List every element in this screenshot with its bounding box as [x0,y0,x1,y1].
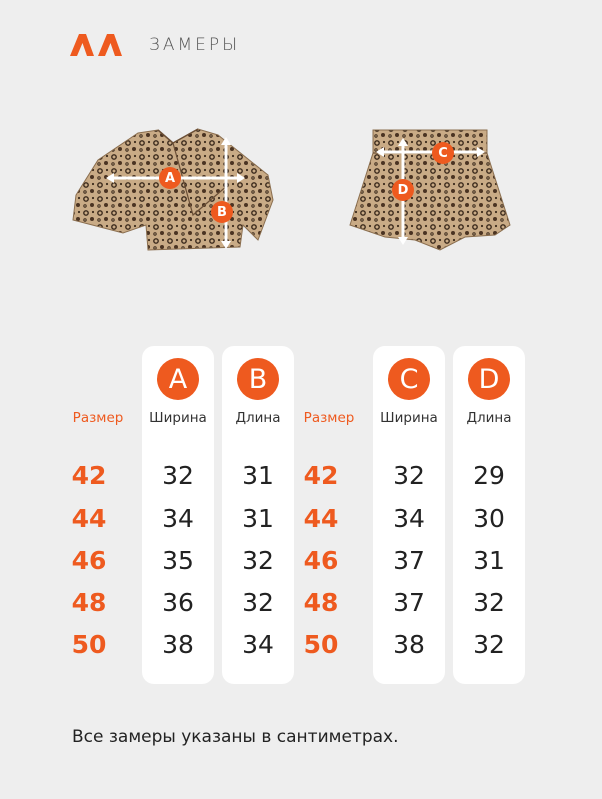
badge-a: A [157,358,199,400]
table-cell-size: 48 [71,588,107,617]
top-garment-image [68,125,278,255]
table-cell-size: 44 [71,504,107,533]
table-cell-b: 32 [242,588,274,617]
table-cell-size: 44 [303,504,339,533]
header [70,30,240,60]
table-cell-c: 32 [393,461,425,490]
footnote-text: Все замеры указаны в сантиметрах. [72,727,399,747]
marker-a: A [159,167,181,189]
marker-d: D [392,179,414,201]
table-cell-d: 31 [473,546,505,575]
table-cell-size: 48 [303,588,339,617]
table-cell-size: 46 [71,546,107,575]
table-cell-b: 32 [242,546,274,575]
width-header-c: Ширина [380,410,438,426]
badge-b: B [237,358,279,400]
marker-c: C [432,142,454,164]
table-cell-b: 31 [242,504,274,533]
table-cell-a: 32 [162,461,194,490]
marker-b: B [211,201,233,223]
top-garment-illustration [68,125,278,255]
table-cell-a: 38 [162,630,194,659]
skirt-garment-image [345,125,515,255]
table-cell-b: 34 [242,630,274,659]
table-cell-b: 31 [242,461,274,490]
badge-c: C [388,358,430,400]
table-cell-a: 34 [162,504,194,533]
table-cell-c: 37 [393,588,425,617]
table-cell-d: 30 [473,504,505,533]
table-cell-size: 42 [71,461,107,490]
length-header-b: Длина [235,410,281,426]
table-cell-d: 29 [473,461,505,490]
size-header-2: Размер [303,410,355,426]
width-header-a: Ширина [149,410,207,426]
table-cell-a: 36 [162,588,194,617]
badge-d: D [468,358,510,400]
table-cell-d: 32 [473,588,505,617]
table-cell-size: 50 [71,630,107,659]
table-cell-d: 32 [473,630,505,659]
skirt-garment-illustration [345,125,515,255]
table-cell-c: 37 [393,546,425,575]
brand-logo-icon [70,34,126,56]
table-cell-size: 42 [303,461,339,490]
table-cell-c: 38 [393,630,425,659]
table-cell-size: 50 [303,630,339,659]
table-cell-a: 35 [162,546,194,575]
table-cell-size: 46 [303,546,339,575]
length-header-d: Длина [466,410,512,426]
table-cell-c: 34 [393,504,425,533]
page-title: ЗАМЕРЫ [149,35,241,55]
size-header-1: Размер [72,410,124,426]
